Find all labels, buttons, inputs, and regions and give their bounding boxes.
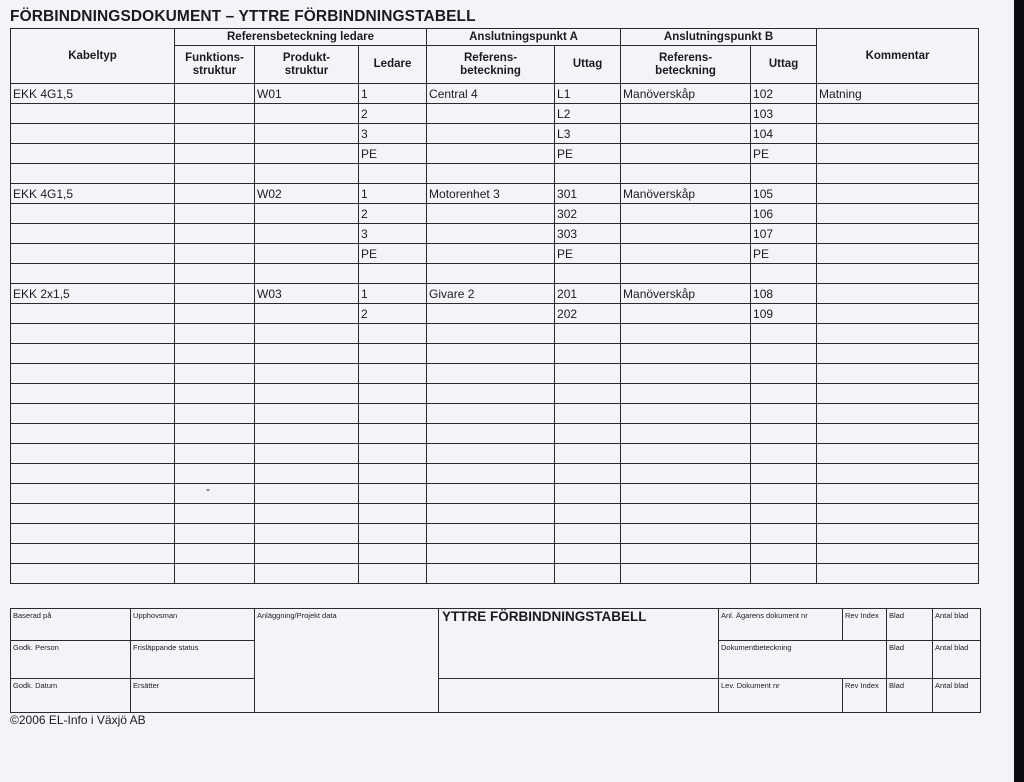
table-row xyxy=(11,444,979,464)
table-row xyxy=(11,244,979,264)
cell-produktstruktur xyxy=(255,544,359,564)
cell-kabeltyp xyxy=(11,224,175,244)
cell-referens-b: Manöverskåp xyxy=(621,284,751,304)
cell-referens-a xyxy=(427,324,555,344)
cell-referens-b xyxy=(621,324,751,344)
table-row xyxy=(11,184,979,204)
cell-funktionsstruktur xyxy=(175,324,255,344)
copyright: ©2006 EL-Info i Växjö AB xyxy=(10,713,146,727)
cell-referens-a xyxy=(427,544,555,564)
cell-kommentar xyxy=(817,384,979,404)
field-ersatter: Ersätter xyxy=(131,679,255,713)
page-title: FÖRBINDNINGSDOKUMENT – YTTRE FÖRBINDNINGSTABELL xyxy=(10,8,476,25)
table-row xyxy=(11,324,979,344)
table-row xyxy=(11,224,979,244)
cell-produktstruktur xyxy=(255,244,359,264)
cell-ledare: 3 xyxy=(359,224,427,244)
scan-edge xyxy=(1014,0,1024,782)
cell-referens-b xyxy=(621,244,751,264)
cell-referens-a xyxy=(427,104,555,124)
cell-kabeltyp xyxy=(11,444,175,464)
cell-referens-a xyxy=(427,384,555,404)
cell-uttag-a: PE xyxy=(555,244,621,264)
cell-kommentar xyxy=(817,244,979,264)
cell-ledare: 1 xyxy=(359,284,427,304)
cell-ledare: 2 xyxy=(359,204,427,224)
header-ledare: Ledare xyxy=(359,46,427,84)
cell-funktionsstruktur xyxy=(175,204,255,224)
cell-kommentar xyxy=(817,284,979,304)
cell-produktstruktur xyxy=(255,104,359,124)
cell-ledare xyxy=(359,564,427,584)
cell-kommentar xyxy=(817,564,979,584)
cell-ledare: 1 xyxy=(359,184,427,204)
cell-kommentar xyxy=(817,504,979,524)
cell-kabeltyp xyxy=(11,144,175,164)
cell-referens-b xyxy=(621,404,751,424)
cell-kommentar xyxy=(817,344,979,364)
header-uttag-b: Uttag xyxy=(751,46,817,84)
cell-kabeltyp xyxy=(11,104,175,124)
cell-kommentar: Matning xyxy=(817,84,979,104)
cell-uttag-b: 107 xyxy=(751,224,817,244)
cell-uttag-a: L1 xyxy=(555,84,621,104)
field-antal-blad-2: Antal blad xyxy=(933,641,981,679)
field-rev-index-3: Rev Index xyxy=(843,679,887,713)
cell-produktstruktur xyxy=(255,224,359,244)
cell-referens-b xyxy=(621,544,751,564)
cell-uttag-a xyxy=(555,544,621,564)
cell-kabeltyp xyxy=(11,344,175,364)
table-row xyxy=(11,404,979,424)
cell-funktionsstruktur xyxy=(175,124,255,144)
cell-produktstruktur xyxy=(255,404,359,424)
cell-referens-b xyxy=(621,204,751,224)
cell-referens-b xyxy=(621,124,751,144)
cell-uttag-b: 102 xyxy=(751,84,817,104)
cell-ledare: PE xyxy=(359,144,427,164)
cell-kabeltyp xyxy=(11,164,175,184)
cell-referens-a xyxy=(427,424,555,444)
table-row xyxy=(11,284,979,304)
table-row xyxy=(11,204,979,224)
table-row xyxy=(11,104,979,124)
cell-referens-a xyxy=(427,244,555,264)
field-blad-2: Blad xyxy=(887,641,933,679)
cell-uttag-a: L3 xyxy=(555,124,621,144)
field-upphovsman: Upphovsman xyxy=(131,609,255,641)
field-baserad-pa: Baserad på xyxy=(11,609,131,641)
cell-uttag-a: 201 xyxy=(555,284,621,304)
cell-kabeltyp xyxy=(11,244,175,264)
cell-ledare: 3 xyxy=(359,124,427,144)
cell-funktionsstruktur xyxy=(175,344,255,364)
cell-kabeltyp xyxy=(11,264,175,284)
table-row xyxy=(11,264,979,284)
field-antal-blad-1: Antal blad xyxy=(933,609,981,641)
cell-funktionsstruktur xyxy=(175,304,255,324)
cell-funktionsstruktur xyxy=(175,244,255,264)
cell-referens-a xyxy=(427,224,555,244)
header-referens-a: Referens- beteckning xyxy=(427,46,555,84)
cell-produktstruktur xyxy=(255,464,359,484)
cell-funktionsstruktur xyxy=(175,464,255,484)
cell-uttag-a xyxy=(555,344,621,364)
field-frislappande-status: Frisläppande status xyxy=(131,641,255,679)
cell-kabeltyp xyxy=(11,124,175,144)
cell-uttag-b xyxy=(751,524,817,544)
cell-uttag-b xyxy=(751,344,817,364)
table-row xyxy=(11,484,979,504)
cell-produktstruktur xyxy=(255,364,359,384)
cell-uttag-a xyxy=(555,564,621,584)
cell-produktstruktur xyxy=(255,144,359,164)
cell-kommentar xyxy=(817,444,979,464)
cell-produktstruktur xyxy=(255,344,359,364)
cell-kommentar xyxy=(817,224,979,244)
cell-kabeltyp xyxy=(11,404,175,424)
table-body xyxy=(11,84,979,584)
cell-kabeltyp: EKK 4G1,5 xyxy=(11,184,175,204)
cell-uttag-a: 302 xyxy=(555,204,621,224)
cell-uttag-a xyxy=(555,364,621,384)
cell-produktstruktur xyxy=(255,204,359,224)
cell-funktionsstruktur xyxy=(175,144,255,164)
cell-referens-a xyxy=(427,124,555,144)
header-kabeltyp: Kabeltyp xyxy=(11,29,175,84)
cell-uttag-b xyxy=(751,564,817,584)
cell-kommentar xyxy=(817,144,979,164)
cell-uttag-b xyxy=(751,544,817,564)
table-row xyxy=(11,344,979,364)
table-row xyxy=(11,304,979,324)
cell-uttag-a xyxy=(555,384,621,404)
field-godk-person: Godk. Person xyxy=(11,641,131,679)
cell-kommentar xyxy=(817,364,979,384)
cell-ledare: 1 xyxy=(359,84,427,104)
cell-kommentar xyxy=(817,404,979,424)
cell-uttag-b xyxy=(751,324,817,344)
cell-uttag-a xyxy=(555,484,621,504)
cell-produktstruktur xyxy=(255,504,359,524)
cell-referens-b xyxy=(621,444,751,464)
cell-ledare xyxy=(359,484,427,504)
table-row xyxy=(11,564,979,584)
cell-referens-a xyxy=(427,344,555,364)
table-row xyxy=(11,524,979,544)
cell-referens-b xyxy=(621,504,751,524)
table-row xyxy=(11,84,979,104)
cell-funktionsstruktur xyxy=(175,444,255,464)
cell-ledare: 2 xyxy=(359,304,427,324)
table-row xyxy=(11,384,979,404)
cell-kabeltyp xyxy=(11,524,175,544)
cell-funktionsstruktur xyxy=(175,384,255,404)
cell-referens-a xyxy=(427,204,555,224)
cell-funktionsstruktur xyxy=(175,504,255,524)
cell-produktstruktur xyxy=(255,424,359,444)
cell-uttag-b: 104 xyxy=(751,124,817,144)
cell-uttag-a: 301 xyxy=(555,184,621,204)
cell-ledare xyxy=(359,324,427,344)
cell-kommentar xyxy=(817,184,979,204)
cell-uttag-b: 108 xyxy=(751,284,817,304)
table-row xyxy=(11,124,979,144)
cell-funktionsstruktur xyxy=(175,364,255,384)
cell-produktstruktur xyxy=(255,524,359,544)
table-row xyxy=(11,464,979,484)
cell-referens-a: Givare 2 xyxy=(427,284,555,304)
header-produktstruktur: Produkt- struktur xyxy=(255,46,359,84)
table-row xyxy=(11,164,979,184)
cell-kabeltyp xyxy=(11,504,175,524)
cell-referens-a: Motorenhet 3 xyxy=(427,184,555,204)
cell-kommentar xyxy=(817,324,979,344)
cell-uttag-a xyxy=(555,324,621,344)
cell-uttag-b: 109 xyxy=(751,304,817,324)
cell-kabeltyp xyxy=(11,384,175,404)
cell-uttag-b: 106 xyxy=(751,204,817,224)
cell-referens-a xyxy=(427,264,555,284)
cell-kabeltyp xyxy=(11,464,175,484)
cell-produktstruktur xyxy=(255,444,359,464)
document-title: YTTRE FÖRBINDNINGSTABELL xyxy=(439,609,719,679)
cell-kommentar xyxy=(817,424,979,444)
cell-uttag-a xyxy=(555,464,621,484)
cell-uttag-b xyxy=(751,364,817,384)
cell-ledare xyxy=(359,444,427,464)
cell-uttag-b: PE xyxy=(751,244,817,264)
cell-kabeltyp xyxy=(11,424,175,444)
cell-referens-a xyxy=(427,144,555,164)
cell-funktionsstruktur xyxy=(175,544,255,564)
field-blad-1: Blad xyxy=(887,609,933,641)
cell-uttag-a xyxy=(555,404,621,424)
table-row xyxy=(11,144,979,164)
table-row xyxy=(11,424,979,444)
cell-uttag-a xyxy=(555,444,621,464)
cell-funktionsstruktur xyxy=(175,84,255,104)
cell-produktstruktur xyxy=(255,484,359,504)
stray-mark: - xyxy=(206,482,210,496)
cell-uttag-b: PE xyxy=(751,144,817,164)
cell-referens-b: Manöverskåp xyxy=(621,84,751,104)
cell-uttag-a xyxy=(555,164,621,184)
field-rev-index-1: Rev Index xyxy=(843,609,887,641)
cell-referens-b xyxy=(621,144,751,164)
cell-uttag-b xyxy=(751,164,817,184)
cell-uttag-b xyxy=(751,504,817,524)
cell-referens-a xyxy=(427,364,555,384)
cell-funktionsstruktur xyxy=(175,264,255,284)
cell-uttag-b xyxy=(751,404,817,424)
cell-uttag-b xyxy=(751,464,817,484)
cell-kommentar xyxy=(817,164,979,184)
cell-ledare xyxy=(359,524,427,544)
cell-produktstruktur xyxy=(255,564,359,584)
cell-referens-b xyxy=(621,484,751,504)
cell-uttag-a: L2 xyxy=(555,104,621,124)
cell-produktstruktur xyxy=(255,324,359,344)
cell-funktionsstruktur xyxy=(175,164,255,184)
cell-kommentar xyxy=(817,484,979,504)
cell-referens-a xyxy=(427,444,555,464)
cell-kabeltyp xyxy=(11,204,175,224)
title-block xyxy=(10,608,981,713)
field-godk-datum: Godk. Datum xyxy=(11,679,131,713)
cell-funktionsstruktur xyxy=(175,104,255,124)
cell-referens-b xyxy=(621,364,751,384)
cell-ledare xyxy=(359,164,427,184)
cell-ledare xyxy=(359,544,427,564)
connection-table xyxy=(10,28,979,584)
cell-funktionsstruktur xyxy=(175,404,255,424)
cell-referens-a: Central 4 xyxy=(427,84,555,104)
field-anl-agarens-dokument: Anl. Ägarens dokument nr xyxy=(719,609,843,641)
field-empty-title-area xyxy=(439,679,719,713)
cell-kommentar xyxy=(817,304,979,324)
table-row xyxy=(11,364,979,384)
field-blad-3: Blad xyxy=(887,679,933,713)
cell-kommentar xyxy=(817,464,979,484)
cell-kabeltyp xyxy=(11,364,175,384)
cell-kommentar xyxy=(817,264,979,284)
cell-ledare xyxy=(359,404,427,424)
header-kommentar: Kommentar xyxy=(817,29,979,84)
cell-kommentar xyxy=(817,204,979,224)
cell-produktstruktur: W02 xyxy=(255,184,359,204)
cell-ledare xyxy=(359,464,427,484)
cell-uttag-a xyxy=(555,264,621,284)
cell-referens-b xyxy=(621,224,751,244)
cell-referens-b xyxy=(621,384,751,404)
cell-ledare xyxy=(359,384,427,404)
cell-funktionsstruktur xyxy=(175,564,255,584)
cell-produktstruktur: W03 xyxy=(255,284,359,304)
cell-ledare xyxy=(359,344,427,364)
header-ref-group: Referensbeteckning ledare xyxy=(175,29,427,46)
cell-referens-b xyxy=(621,304,751,324)
cell-kabeltyp: EKK 4G1,5 xyxy=(11,84,175,104)
cell-produktstruktur xyxy=(255,124,359,144)
cell-produktstruktur xyxy=(255,304,359,324)
cell-kabeltyp xyxy=(11,304,175,324)
field-antal-blad-3: Antal blad xyxy=(933,679,981,713)
cell-produktstruktur xyxy=(255,384,359,404)
header-anslutningspunkt-b: Anslutningspunkt B xyxy=(621,29,817,46)
field-anlaggning: Anläggning/Projekt data xyxy=(255,609,439,713)
cell-kabeltyp: EKK 2x1,5 xyxy=(11,284,175,304)
cell-kabeltyp xyxy=(11,324,175,344)
cell-uttag-a: 303 xyxy=(555,224,621,244)
cell-funktionsstruktur xyxy=(175,284,255,304)
cell-uttag-a xyxy=(555,424,621,444)
cell-uttag-b xyxy=(751,264,817,284)
header-referens-b: Referens- beteckning xyxy=(621,46,751,84)
cell-referens-a xyxy=(427,164,555,184)
cell-produktstruktur xyxy=(255,164,359,184)
cell-referens-b xyxy=(621,164,751,184)
cell-kommentar xyxy=(817,544,979,564)
cell-referens-a xyxy=(427,564,555,584)
cell-uttag-a xyxy=(555,524,621,544)
cell-kabeltyp xyxy=(11,484,175,504)
cell-kommentar xyxy=(817,124,979,144)
cell-funktionsstruktur xyxy=(175,524,255,544)
cell-uttag-a: PE xyxy=(555,144,621,164)
cell-uttag-a xyxy=(555,504,621,524)
cell-funktionsstruktur xyxy=(175,184,255,204)
table-row xyxy=(11,504,979,524)
cell-ledare xyxy=(359,364,427,384)
cell-referens-a xyxy=(427,524,555,544)
cell-referens-a xyxy=(427,484,555,504)
cell-referens-a xyxy=(427,464,555,484)
field-dokumentbeteckning: Dokumentbeteckning xyxy=(719,641,887,679)
cell-referens-a xyxy=(427,504,555,524)
header-anslutningspunkt-a: Anslutningspunkt A xyxy=(427,29,621,46)
cell-referens-b xyxy=(621,344,751,364)
cell-ledare: 2 xyxy=(359,104,427,124)
cell-kabeltyp xyxy=(11,544,175,564)
cell-uttag-b xyxy=(751,484,817,504)
cell-uttag-b: 103 xyxy=(751,104,817,124)
cell-produktstruktur xyxy=(255,264,359,284)
cell-referens-a xyxy=(427,304,555,324)
cell-produktstruktur: W01 xyxy=(255,84,359,104)
cell-funktionsstruktur xyxy=(175,424,255,444)
cell-ledare xyxy=(359,424,427,444)
cell-kommentar xyxy=(817,104,979,124)
cell-referens-a xyxy=(427,404,555,424)
cell-referens-b xyxy=(621,524,751,544)
cell-uttag-b xyxy=(751,424,817,444)
cell-referens-b xyxy=(621,424,751,444)
cell-uttag-b xyxy=(751,384,817,404)
header-funktionsstruktur: Funktions- struktur xyxy=(175,46,255,84)
cell-referens-b xyxy=(621,464,751,484)
cell-kabeltyp xyxy=(11,564,175,584)
cell-referens-b: Manöverskåp xyxy=(621,184,751,204)
table-row xyxy=(11,544,979,564)
cell-funktionsstruktur xyxy=(175,484,255,504)
cell-referens-b xyxy=(621,104,751,124)
cell-ledare: PE xyxy=(359,244,427,264)
field-lev-dokument: Lev. Dokument nr xyxy=(719,679,843,713)
cell-uttag-b: 105 xyxy=(751,184,817,204)
cell-referens-b xyxy=(621,564,751,584)
cell-uttag-a: 202 xyxy=(555,304,621,324)
cell-funktionsstruktur xyxy=(175,224,255,244)
cell-ledare xyxy=(359,264,427,284)
cell-referens-b xyxy=(621,264,751,284)
cell-uttag-b xyxy=(751,444,817,464)
cell-kommentar xyxy=(817,524,979,544)
header-uttag-a: Uttag xyxy=(555,46,621,84)
cell-ledare xyxy=(359,504,427,524)
